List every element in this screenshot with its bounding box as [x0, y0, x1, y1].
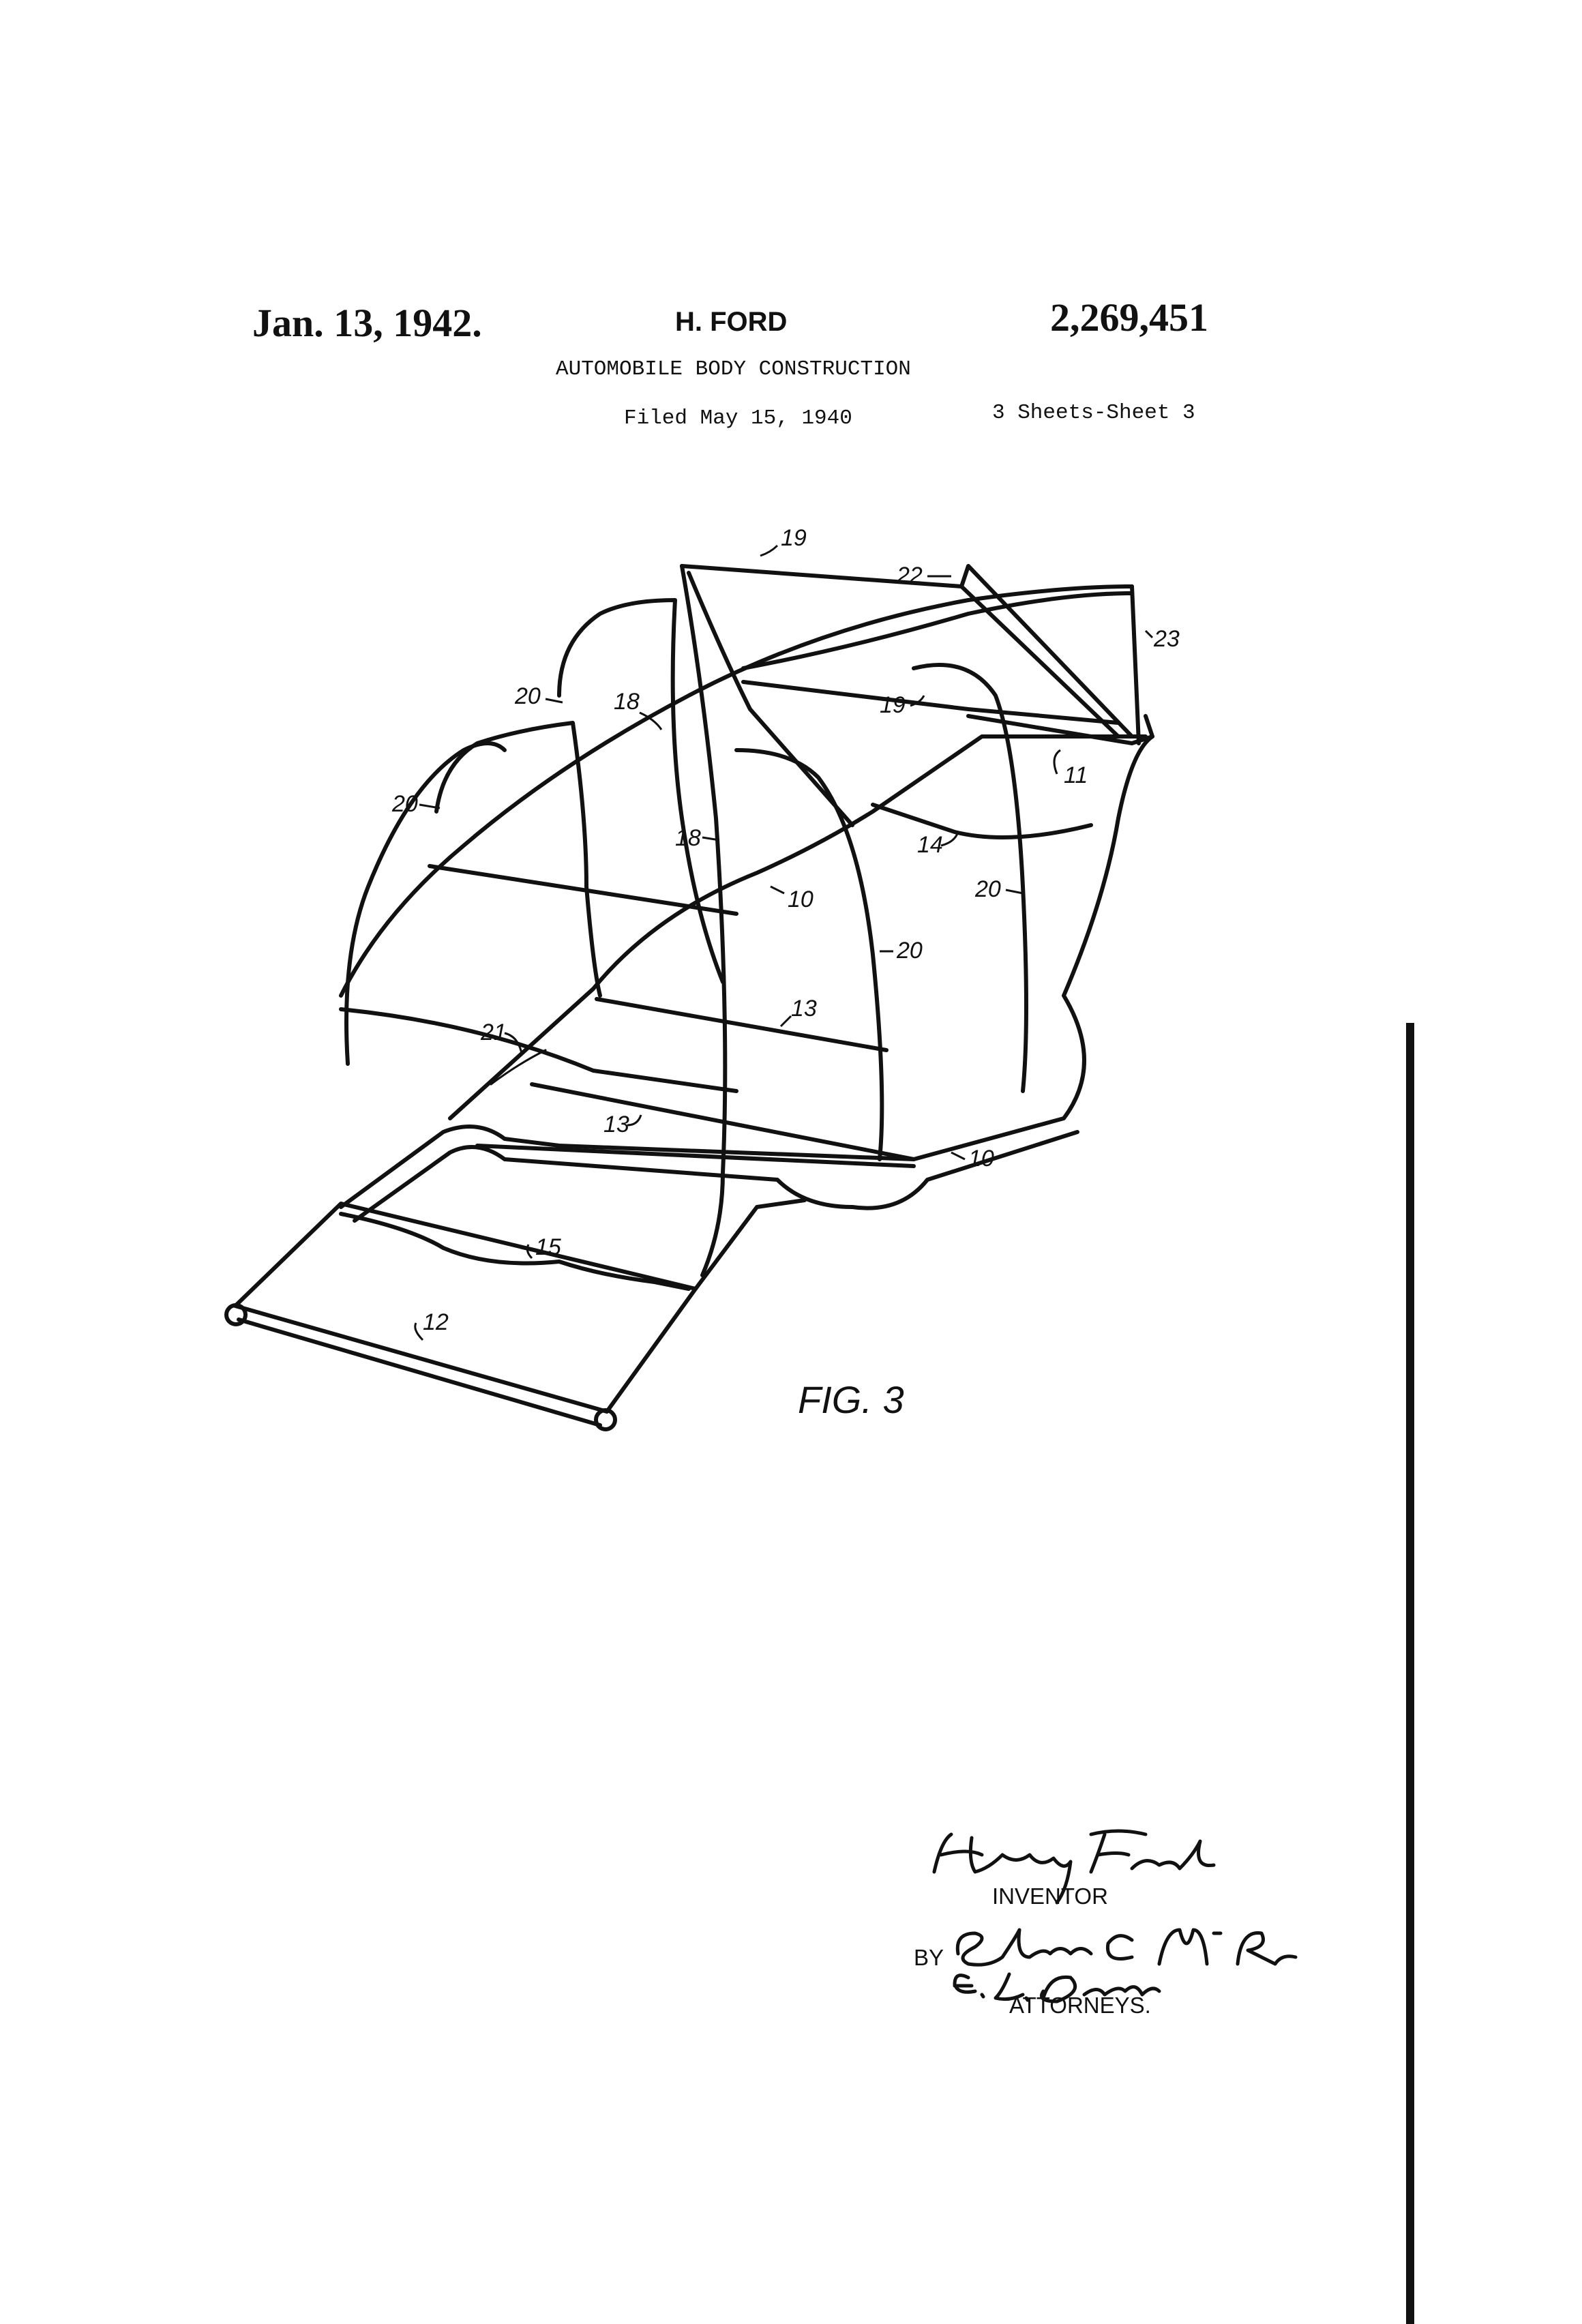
inventor-name: H. FORD [675, 307, 788, 337]
ref-20-a: 20 [515, 683, 541, 709]
ref-19-top: 19 [781, 525, 807, 551]
hoop-20-door [736, 750, 882, 1159]
ref-13-b: 13 [603, 1112, 629, 1137]
hoop-20-front-left [346, 743, 505, 1064]
ref-11: 11 [1064, 762, 1088, 788]
ref-19-mid: 19 [880, 692, 906, 718]
ref-23: 23 [1154, 626, 1180, 652]
patent-number: 2,269,451 [1050, 295, 1208, 340]
ref-14: 14 [917, 832, 943, 858]
front-step-frame [235, 1204, 696, 1412]
rear-post-23 [1132, 586, 1139, 743]
patent-date: Jan. 13, 1942. [252, 301, 482, 345]
inventor-label: INVENTOR [992, 1883, 1108, 1909]
ref-13-a: 13 [791, 996, 817, 1022]
leader-13-a [781, 1016, 791, 1026]
roof-rail-19-lower [743, 682, 1118, 723]
ref-20-c: 20 [975, 876, 1001, 902]
ref-21: 21 [481, 1019, 507, 1045]
leader-20-c [1006, 890, 1023, 893]
ref-10-a: 10 [788, 887, 814, 912]
attorney-signature-1 [957, 1930, 1296, 1965]
leader-20-a [546, 699, 563, 702]
ref-15: 15 [535, 1234, 561, 1260]
left-lower-rail [450, 736, 1146, 1118]
scan-edge-bar [1406, 1023, 1414, 2324]
ref-20-b: 20 [392, 791, 418, 817]
figure-label: FIG. 3 [798, 1378, 904, 1421]
hoop-20-front-right [914, 665, 1026, 1091]
ref-10-b: 10 [968, 1146, 994, 1172]
leader-23 [1146, 631, 1152, 638]
leader-10-b [951, 1152, 965, 1159]
leader-10-a [771, 887, 784, 893]
cross-member-13-upper [597, 999, 886, 1050]
ref-18-a: 18 [614, 689, 640, 715]
patent-title: AUTOMOBILE BODY CONSTRUCTION [556, 357, 911, 381]
ref-22: 22 [897, 563, 923, 589]
leader-12 [415, 1323, 423, 1340]
by-label: BY [914, 1945, 944, 1970]
ref-18-b: 18 [675, 825, 701, 851]
cross-member-21 [341, 1009, 736, 1091]
leader-13-b [627, 1115, 641, 1125]
sheet-count: 3 Sheets-Sheet 3 [992, 401, 1195, 425]
ref-20-d: 20 [897, 938, 923, 964]
ref-12: 12 [423, 1309, 449, 1335]
leader-19-top [760, 546, 777, 556]
floor-side-rail [341, 716, 1152, 1207]
filing-date: Filed May 15, 1940 [624, 406, 852, 430]
cross-member-15 [341, 1214, 689, 1289]
leader-11 [1054, 750, 1060, 774]
cross-member-14 [873, 805, 1091, 837]
attorneys-label: ATTORNEYS. [1009, 1993, 1151, 2018]
